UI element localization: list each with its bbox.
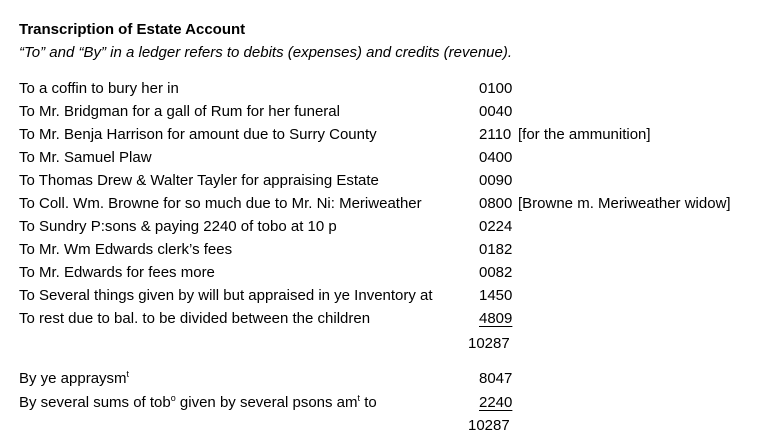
debit-row [19, 170, 764, 192]
debit-amount: 0800 [479, 195, 513, 212]
debit-amount: 0090 [479, 172, 513, 189]
debit-description: To Mr. Samuel Plaw [19, 149, 152, 166]
debit-row [19, 101, 764, 123]
debit-row [19, 262, 764, 284]
debit-row [19, 308, 764, 330]
debit-row [19, 147, 764, 169]
document-subtitle: “To” and “By” in a ledger refers to debits (expenses) and credits (revenue). [19, 44, 513, 61]
credit-total: 10287 [468, 417, 510, 434]
debit-amount: 0082 [479, 264, 513, 281]
debit-description: To Mr. Benja Harrison for amount due to Surry County [19, 126, 377, 143]
debit-row [19, 216, 764, 238]
document-title: Transcription of Estate Account [19, 21, 246, 38]
debit-description: To a coffin to bury her in [19, 80, 179, 97]
debit-amount: 2110 [479, 126, 512, 143]
credit-description: By ye appraysm$^t$ [19, 369, 130, 387]
debit-row [19, 78, 764, 100]
debit-description: To Coll. Wm. Browne for so much due to Mr. Ni: Meriweather [19, 195, 422, 212]
debit-description: To Mr. Bridgman for a gall of Rum for her funeral [19, 103, 340, 120]
debit-amount: 0100 [479, 80, 513, 97]
debit-description: To Mr. Edwards for fees more [19, 264, 215, 281]
debit-amount: 1450 [479, 287, 513, 304]
debit-description: To Thomas Drew & Walter Tayler for appraising Estate [19, 172, 379, 189]
debit-row [19, 124, 764, 146]
debit-row [19, 285, 764, 307]
debit-row [19, 193, 764, 215]
debit-amount: 0040 [479, 103, 513, 120]
debit-description: To rest due to bal. to be divided between the children [19, 310, 371, 327]
debit-note: [for the ammunition] [518, 126, 651, 143]
debit-amount: 0182 [479, 241, 513, 258]
debit-description: To Sundry P:sons & paying 2240 of tobo at 10 p [19, 218, 337, 235]
credit-amount: 8047 [479, 370, 513, 387]
debit-total: 10287 [468, 335, 510, 352]
credit-amount: 2240 [479, 394, 513, 411]
debit-description: To Mr. Wm Edwards clerk’s fees [19, 241, 233, 258]
credit-row [19, 392, 764, 414]
debit-amount: 0400 [479, 149, 513, 166]
credit-description: By several sums of tob$^o$ given by several psons $am^t$ to [19, 393, 377, 411]
credit-row [19, 368, 764, 390]
debit-row [19, 239, 764, 261]
debit-note: [Browne m. Meriweather widow] [518, 195, 731, 212]
debit-description: To Several things given by will but appraised in ye Inventory at [19, 287, 433, 304]
debit-amount: 4809 [479, 310, 513, 327]
debit-amount: 0224 [479, 218, 513, 235]
